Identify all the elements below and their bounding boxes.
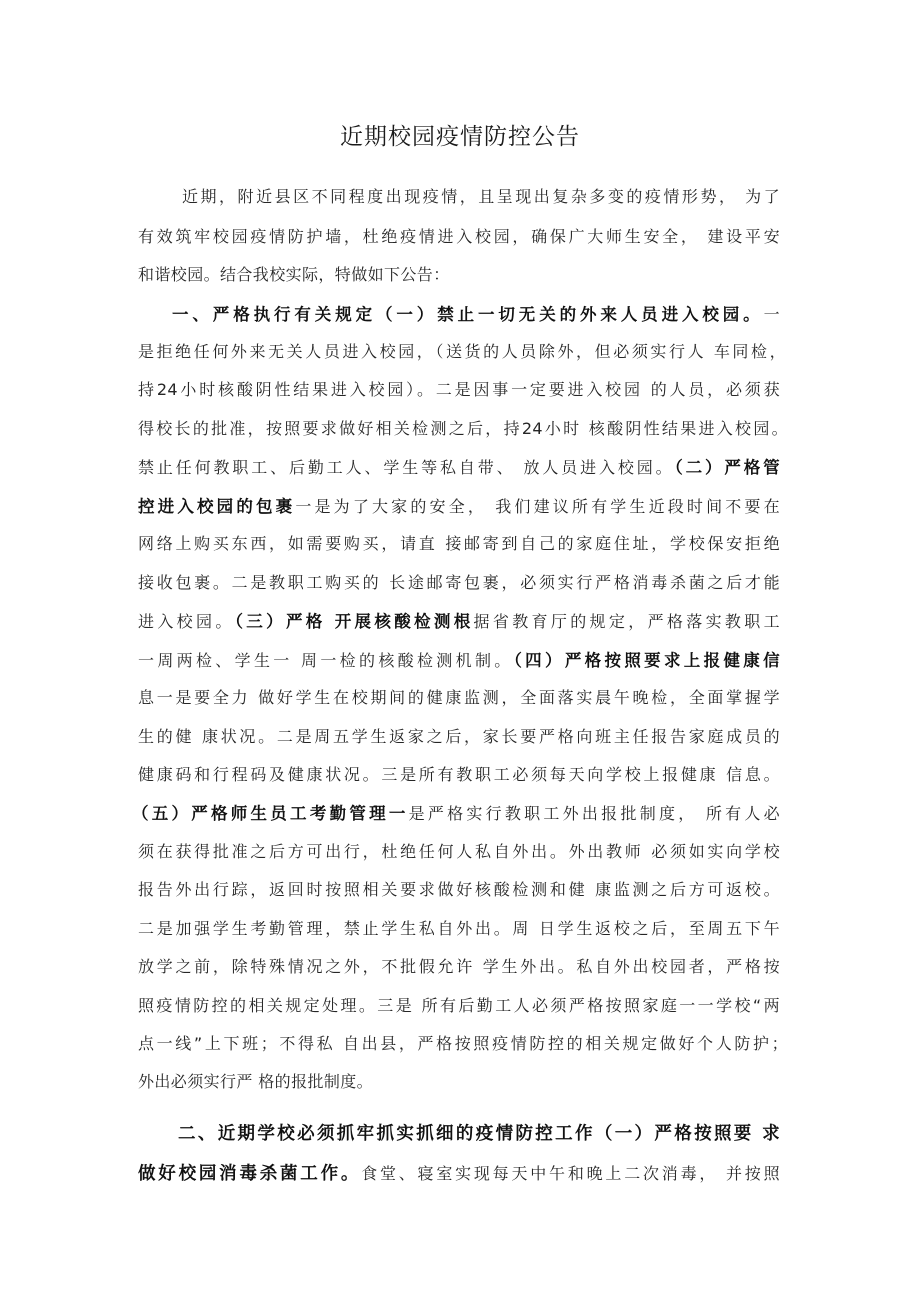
section-heading: 一、严格执行有关规定（一）禁止一切无关的外来人员进入校园。 [172, 305, 764, 324]
text-run: 一是为了大家的安全， 我们建议所有学生近段时间不要在 [295, 497, 780, 516]
text-run: 一 [763, 305, 780, 324]
paragraph-line [132, 800, 780, 824]
subsection-heading: （二）严格管 [674, 458, 780, 477]
paragraph-line: 得校长的批准，按照要求做好相关检测之后，持24小时 核酸阴性结果进入校园。 [138, 419, 788, 438]
paragraph-line: 外出必须实行严 格的报批制度。 [138, 1072, 374, 1091]
text-run: 食堂、寝室实现每天中午和晚上二次消毒， 并按照 [361, 1164, 780, 1183]
paragraph-line: 有效筑牢校园疫情防护墙，杜绝疫情进入校园，确保广大师生安全， 建设平安 [138, 227, 780, 246]
text-run: 据省教育厅的规定，严格落实教职工 [473, 612, 780, 631]
paragraph-line: 息一是要全力 做好学生在校期间的健康监测，全面落实晨午晚检，全面掌握学 [138, 688, 780, 707]
subsection-heading: （四）严格按照要求上报健康信 [513, 651, 780, 670]
paragraph-line [138, 454, 780, 478]
paragraph-line: 点一线”上下班；不得私 自出县，严格按照疫情防控的相关规定做好个人防护； [138, 1034, 788, 1053]
section-1-heading-line [172, 301, 780, 325]
text-run: 一周两检、学生一 周一检的核酸检测机制。 [138, 651, 514, 670]
section-2-heading: 二、近期学校必须抓牢抓实抓细的疫情防控工作（一）严格按照要 求 [178, 1124, 780, 1144]
paragraph-line: 二是加强学生考勤管理，禁止学生私自外出。周 日学生返校之后，至周五下午 [138, 919, 780, 938]
page-title: 近期校园疫情防控公告 [340, 124, 580, 150]
paragraph-line: 报告外出行踪，返回时按照相关要求做好核酸检测和健 康监测之后方可返校。 [138, 880, 780, 899]
paragraph-line: 健康码和行程码及健康状况。三是所有教职工必须每天向学校上报健康 信息。 [138, 765, 780, 784]
paragraph-line: 网络上购买东西，如需要购买，请直 接邮寄到自己的家庭住址，学校保安拒绝 [138, 534, 780, 553]
subsection-heading: 做好校园消毒杀菌工作。 [138, 1164, 362, 1184]
paragraph-line: 接收包裹。二是教职工购买的 长途邮寄包裹，必须实行严格消毒杀菌之后才能 [138, 573, 780, 592]
text-run: 是严格实行教职工外出报批制度， 所有人必 [408, 804, 780, 823]
paragraph-line [138, 608, 780, 632]
paragraph-line [138, 493, 780, 517]
text-run: 进入校园。 [138, 612, 235, 631]
paragraph-line: 和谐校园。结合我校实际，特做如下公告： [138, 265, 450, 284]
paragraph-line: 近期，附近县区不同程度出现疫情，且呈现出复杂多变的疫情形势， 为了 [182, 187, 780, 206]
paragraph-line [138, 1160, 780, 1185]
text-run: 禁止任何教职工、后勤工人、学生等私自带、 放人员进入校园。 [138, 458, 675, 477]
paragraph-line: 持24小时核酸阴性结果进入校园）。二是因事一定要进入校园 的人员，必须获 [138, 380, 780, 399]
paragraph-line: 生的健 康状况。二是周五学生返家之后，家长要严格向班主任报告家庭成员的 [138, 727, 780, 746]
subsection-heading: 控进入校园的包裹 [138, 497, 296, 516]
paragraph-line: 是拒绝任何外来无关人员进入校园，（送货的人员除外，但必须实行人 车同检， [138, 342, 786, 361]
subsection-heading: （五）严格师生员工考勤管理一 [132, 804, 409, 823]
paragraph-line: 照疫情防控的相关规定处理。三是 所有后勤工人必须严格按照家庭一一学校“两 [138, 996, 780, 1015]
subsection-heading: （三）严格 开展核酸检测根 [234, 612, 474, 631]
paragraph-line: 须在获得批准之后方可出行，杜绝任何人私自外出。外出教师 必须如实向学校 [138, 842, 780, 861]
paragraph-line [138, 647, 780, 671]
paragraph-line: 放学之前，除特殊情况之外，不批假允许 学生外出。私自外出校园者，严格按 [138, 957, 780, 976]
